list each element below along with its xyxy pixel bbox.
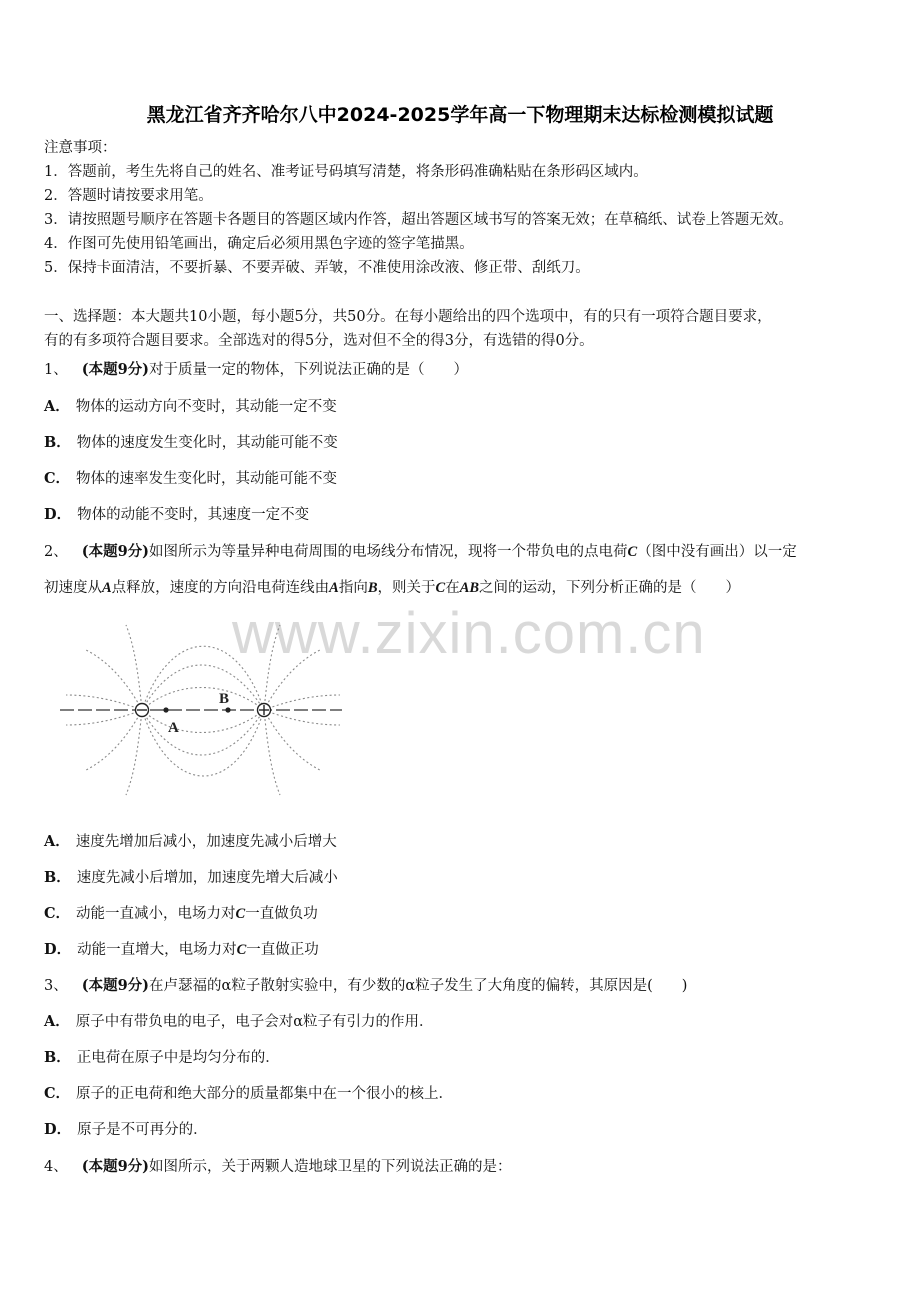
- question-4-stem: [44, 1157, 512, 1177]
- q2-option-b: [44, 868, 338, 888]
- page-title: 黑龙江省齐齐哈尔八中2024-2025学年高一下物理期末达标检测模拟试题: [146, 104, 774, 126]
- option-text: 一直做负功: [245, 906, 318, 922]
- question-score: (本题9分): [81, 977, 150, 994]
- option-text: 动能一直减小，电场力对: [76, 906, 236, 922]
- positive-charge-icon: [258, 704, 271, 717]
- option-text: 原子是不可再分的．: [77, 1122, 208, 1138]
- question-number: 3、: [44, 978, 68, 994]
- option-letter: C．: [44, 905, 71, 922]
- option-text: 速度先减小后增加，加速度先增大后减小: [76, 870, 338, 886]
- option-letter: A．: [44, 833, 70, 850]
- option-letter: D．: [44, 1121, 72, 1138]
- notice-item-5: 5．保持卡面清洁，不要折暴、不要弄破、弄皱，不准使用涂改液、修正带、刮纸刀。: [44, 260, 590, 276]
- notice-item-3: 3．请按照题号顺序在答题卡各题目的答题区域内作答，超出答题区域书写的答案无效；在草稿纸、试卷上答题无效。: [44, 212, 793, 228]
- point-a-label: A: [168, 720, 179, 736]
- q1-option-d: [44, 505, 309, 525]
- option-letter: C．: [44, 1085, 71, 1102]
- q2-option-a: [44, 832, 337, 852]
- option-text: 速度先增加后减小，加速度先减小后增大: [75, 834, 337, 850]
- option-text: 物体的速率发生变化时，其动能可能不变: [76, 471, 338, 487]
- option-letter: C．: [44, 470, 71, 487]
- question-score: (本题9分): [81, 361, 150, 378]
- option-letter: A．: [44, 1013, 70, 1030]
- var-c: C: [236, 942, 247, 958]
- section1-instructions-line2: 有的有多项符合题目要求。全部选对的得5分，选对但不全的得3分，有选错的得0分。: [44, 333, 594, 349]
- q3-option-c: [44, 1084, 453, 1104]
- question-text: （图中没有画出）以一定: [637, 544, 797, 560]
- option-letter: B．: [44, 869, 71, 886]
- question-text: 如图所示为等量异种电荷周围的电场线分布情况，现将一个带负电的点电荷: [149, 544, 628, 560]
- var-c: C: [435, 580, 446, 596]
- question-number: 4、: [44, 1159, 68, 1175]
- question-text: 点释放，速度的方向沿电荷连线由: [111, 580, 330, 596]
- question-score: (本题9分): [81, 543, 150, 560]
- question-text: ，则关于: [377, 580, 436, 596]
- q2-option-d: [44, 940, 319, 960]
- option-letter: A．: [44, 398, 70, 415]
- q2-option-c: [44, 904, 318, 924]
- point-b-label: B: [219, 691, 230, 707]
- point-a-dot: [163, 707, 168, 712]
- question-number: 1、: [44, 362, 68, 378]
- option-text: 物体的动能不变时，其速度一定不变: [77, 507, 310, 523]
- option-text: 一直做正功: [246, 942, 319, 958]
- q3-option-a: [44, 1012, 434, 1032]
- var-ab: AB: [459, 580, 480, 596]
- question-text: 初速度从: [44, 580, 102, 596]
- question-text: 指向: [338, 580, 368, 596]
- var-c: C: [235, 906, 246, 922]
- var-b: B: [367, 580, 378, 596]
- notice-heading: 注意事项：: [44, 140, 117, 156]
- notice-item-1: 1．答题前，考生先将自己的姓名、准考证号码填写清楚，将条形码准确粘贴在条形码区域内。: [44, 164, 648, 180]
- option-letter: D．: [44, 941, 72, 958]
- question-text: 在卢瑟福的α粒子散射实验中，有少数的α粒子发生了大角度的偏转，其原因是( ): [149, 978, 688, 994]
- option-text: 正电荷在原子中是均匀分布的．: [76, 1050, 280, 1066]
- electric-field-figure: [56, 620, 346, 800]
- option-text: 物体的运动方向不变时，其动能一定不变: [75, 399, 337, 415]
- option-text: 动能一直增大，电场力对: [77, 942, 237, 958]
- q1-option-b: [44, 433, 338, 453]
- question-score: (本题9分): [81, 1158, 150, 1175]
- negative-charge-icon: [136, 704, 149, 717]
- notice-item-2: 2．答题时请按要求用笔。: [44, 188, 213, 204]
- q1-option-c: [44, 469, 337, 489]
- notice-item-4: 4．作图可先使用铅笔画出，确定后必须用黑色字迹的签字笔描黑。: [44, 236, 474, 252]
- question-3-stem: [44, 976, 687, 996]
- option-text: 原子的正电荷和绝大部分的质量都集中在一个很小的核上．: [76, 1086, 454, 1102]
- question-text: 在: [445, 580, 460, 596]
- option-text: 原子中有带负电的电子，电子会对α粒子有引力的作用．: [75, 1014, 434, 1030]
- q1-option-a: [44, 397, 337, 417]
- var-c: C: [627, 544, 638, 560]
- question-text: 之间的运动，下列分析正确的是（ ）: [479, 580, 741, 596]
- watermark: www.zixin.com.cn: [232, 601, 706, 666]
- option-letter: D．: [44, 506, 72, 523]
- option-letter: B．: [44, 434, 71, 451]
- question-text: 如图所示，关于两颗人造地球卫星的下列说法正确的是：: [149, 1159, 512, 1175]
- question-text: 对于质量一定的物体，下列说法正确的是（ ）: [149, 362, 469, 378]
- option-letter: B．: [44, 1049, 71, 1066]
- option-text: 物体的速度发生变化时，其动能可能不变: [76, 435, 338, 451]
- question-2-stem-line1: [44, 542, 797, 562]
- q3-option-b: [44, 1048, 280, 1068]
- question-number: 2、: [44, 544, 68, 560]
- var-a: A: [102, 580, 112, 596]
- section1-instructions-line1: 一、选择题：本大题共10小题，每小题5分，共50分。在每小题给出的四个选项中，有的只有一项符合题目要求，: [44, 309, 772, 325]
- question-1-stem: [44, 360, 468, 380]
- point-b-dot: [225, 707, 230, 712]
- q3-option-d: [44, 1120, 208, 1140]
- question-2-stem-line2: [44, 578, 740, 598]
- var-a: A: [329, 580, 339, 596]
